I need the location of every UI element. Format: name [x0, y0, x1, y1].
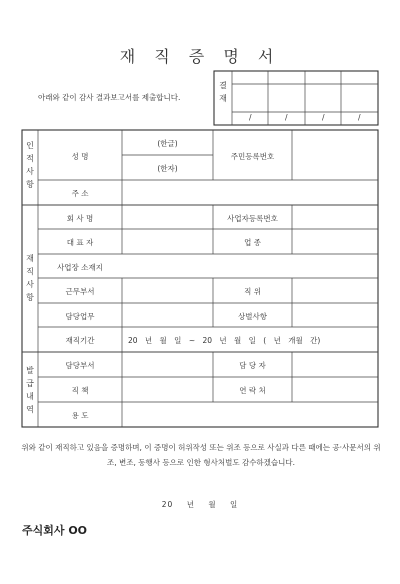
section-personal: 인적사항 [26, 141, 34, 189]
contact-label: 연 락 처 [239, 386, 266, 395]
issue-date: 20 년 월 일 [161, 500, 239, 509]
industry-label: 업 종 [244, 238, 261, 247]
issue-dept-label: 담당부서 [65, 361, 95, 370]
rrn-label: 주민등록번호 [230, 152, 275, 161]
company-name: 주식회사 OO [22, 524, 88, 537]
purpose-label: 용 도 [71, 411, 89, 420]
ceo-label: 대 표 자 [66, 238, 94, 247]
dept-label: 근무부서 [65, 287, 95, 296]
section-employment: 재직사항 [26, 254, 34, 302]
title-label: 직 책 [71, 386, 89, 395]
approval-date-1: / [249, 113, 252, 122]
approval-date-4: / [358, 113, 361, 122]
name-hanja-hint: (한자) [157, 164, 178, 173]
location-label: 사업장 소재지 [57, 263, 103, 272]
certification-statement: 위와 같이 재직하고 있음을 증명하며, 이 증명이 허위작성 또는 위조 등으로 사실과 다른 때에는 공·사문서의 위조, 변조, 동행사 등으로 인한 형사처벌도 감수하겠습니다. [21, 443, 381, 467]
address-label: 주 소 [71, 189, 89, 198]
approval-date-2: / [285, 113, 288, 122]
name-label: 성 명 [71, 152, 89, 161]
reward-label: 상벌사항 [238, 312, 267, 321]
intro-text: 아래와 같이 감사 결과보고서를 제출합니다. [38, 93, 181, 102]
name-korean-hint: (한글) [157, 139, 178, 148]
approval-date-3: / [322, 113, 325, 122]
approval-label: 결 재 [219, 81, 227, 103]
position-label: 직 위 [244, 287, 261, 296]
manager-label: 담 당 자 [239, 361, 266, 370]
company-label: 회 사 명 [66, 214, 94, 223]
period-label: 재직기간 [65, 336, 95, 345]
bizno-label: 사업자등록번호 [227, 214, 278, 223]
period-value: 20 년 월 일 ~ 20 년 월 일 ( 년 개월 간) [128, 336, 321, 345]
document-title: 재 직 증 명 서 [119, 47, 281, 66]
duty-label: 담당업무 [65, 312, 95, 321]
section-issue: 발급내역 [26, 366, 34, 414]
